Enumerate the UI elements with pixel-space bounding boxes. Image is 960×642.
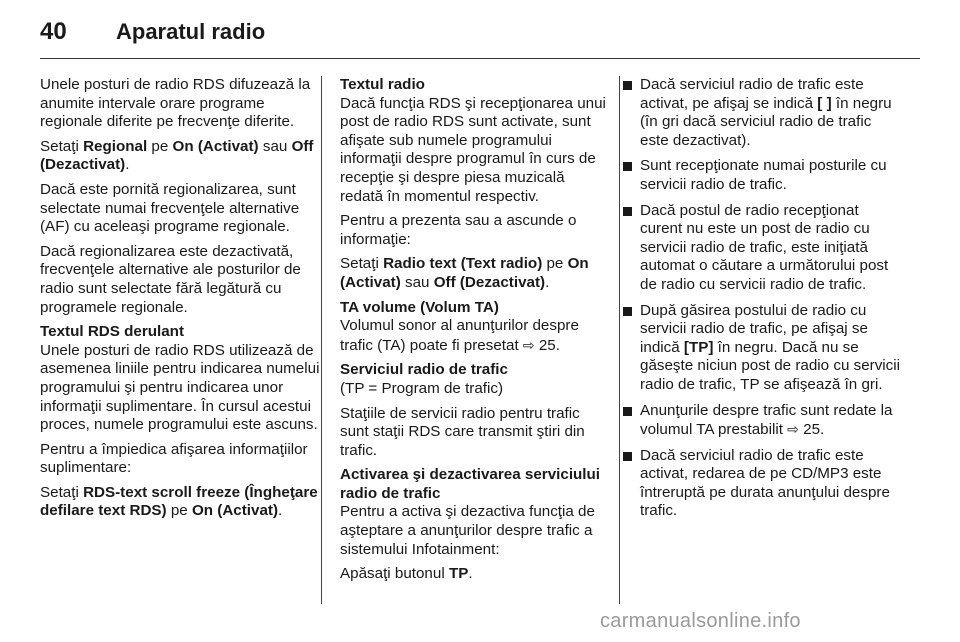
display-indicator: [ ] xyxy=(817,94,832,112)
paragraph-regional-on: Dacă este pornită regionalizarea, sunt selectate numai frecvenţele alternative (AF) cu aceleaşi programe regionale. xyxy=(40,180,300,236)
menu-term-radio-text: Radio text (Text radio) xyxy=(383,255,543,273)
list-item xyxy=(622,302,904,395)
list-item xyxy=(622,402,904,440)
text-segment: sau xyxy=(258,137,292,155)
text-segment: . xyxy=(125,156,130,174)
display-indicator-tp: [TP] xyxy=(683,338,714,356)
menu-term-on: On (Activat) xyxy=(172,137,259,155)
page-reference-arrow-icon: ⇨ xyxy=(522,336,535,353)
section-heading-activate-traffic: Activarea şi dezactivarea serviciului radio de trafic xyxy=(340,466,601,502)
text-segment: în negru. Dacă nu se găseşte niciun post de radio cu servicii radio de trafic, TP se afişează în gri. xyxy=(640,338,901,393)
list-item: Sunt recepţionate numai posturile cu servicii radio de trafic. xyxy=(622,157,904,194)
page-header xyxy=(40,18,265,50)
page-reference-arrow-icon: ⇨ xyxy=(787,421,799,438)
paragraph-ta-volume xyxy=(340,317,608,355)
paragraph-tp-definition: (TP = Program de trafic) xyxy=(340,379,504,397)
text-segment: . xyxy=(468,565,473,583)
text-segment: pe xyxy=(147,137,173,155)
paragraph-rds-scroll: Unele posturi de radio RDS utilizează de asemenea liniile pentru indicarea numelui programului şi pentru indicarea unor informaţii suplimentare. În cursul acestui proces, numele programului este ascuns. xyxy=(40,341,320,434)
paragraph-set-scroll-freeze xyxy=(40,484,324,521)
page-number: 40 xyxy=(40,18,67,45)
paragraph-regional-off: Dacă regionalizarea este dezactivată, frecvenţele alternative ale posturilor de radio sunt selectate fără legătură cu programele regionale. xyxy=(40,242,301,316)
text-segment: pe xyxy=(166,502,192,520)
traffic-bullet-list xyxy=(622,76,904,521)
paragraph-traffic-stations: Staţiile de servicii radio pentru trafic sunt staţii RDS care transmit ştiri din trafic. xyxy=(340,404,585,459)
text-segment: Dacă serviciul radio de trafic este activat, pe afişaj se indică xyxy=(640,76,864,112)
column-divider-2 xyxy=(619,76,620,604)
text-segment: Volumul sonor al anunţurilor despre trafic (TA) poate fi presetat xyxy=(340,317,579,354)
paragraph-show-hide: Pentru a prezenta sau a ascunde o informaţie: xyxy=(340,212,577,248)
list-item: Dacă serviciul radio de trafic este activat, redarea de pe CD/MP3 este întreruptă pe durata anunţului despre trafic. xyxy=(622,447,904,521)
text-segment: în negru (în gri dacă serviciul radio de trafic este dezactivat). xyxy=(640,94,892,149)
text-segment: . xyxy=(545,273,550,291)
text-segment: Anunţurile despre trafic sunt redate la volumul TA prestabilit xyxy=(640,401,893,439)
text-segment: sau xyxy=(400,273,434,291)
text-segment: Apăsaţi butonul xyxy=(340,565,449,583)
paragraph-press-tp xyxy=(340,565,608,584)
list-item: Dacă postul de radio recepţionat curent nu este un post de radio cu servicii radio de trafic, este iniţiată automat o căutare a următorului post de radio cu servicii radio de trafic. xyxy=(622,202,904,295)
text-segment: . xyxy=(278,502,283,520)
list-item xyxy=(622,76,904,150)
text-segment: Setaţi xyxy=(40,483,84,501)
section-heading-rds-scroll: Textul RDS derulant xyxy=(40,323,185,341)
text-segment: pe xyxy=(542,255,568,273)
text-segment: După găsirea postului de radio cu servicii radio de trafic, pe afişaj se indică xyxy=(640,301,868,356)
paragraph-radio-text: Dacă funcţia RDS şi recepţionarea unui post de radio RDS sunt activate, sunt afişate sub numele programului informaţii despre programul în curs de recepţie şi despre piesa muzicală redată în momentul respectiv. xyxy=(340,94,606,205)
page-reference: 25. xyxy=(798,421,825,439)
text-segment: Setaţi xyxy=(340,255,384,273)
column-3 xyxy=(622,76,904,528)
menu-term-off: Off (Dezactivat) xyxy=(433,273,546,291)
paragraph-set-radio-text xyxy=(340,255,608,292)
section-heading-traffic-service: Serviciul radio de trafic xyxy=(340,361,508,379)
column-2 xyxy=(340,76,608,590)
page-title: Aparatul radio xyxy=(116,19,266,44)
menu-term-regional: Regional xyxy=(83,137,148,155)
menu-term-on: On (Activat) xyxy=(340,255,589,291)
text-segment: Setaţi xyxy=(40,137,84,155)
menu-term-scroll-freeze: RDS-text scroll freeze (Îngheţare defilare text RDS) xyxy=(40,483,318,520)
header-rule xyxy=(40,58,920,59)
menu-term-off: Off (Dezactivat) xyxy=(40,137,314,174)
section-heading-radio-text: Textul radio xyxy=(340,76,425,93)
page-reference: 25. xyxy=(534,336,560,354)
watermark: carmanualsonline.info xyxy=(600,610,801,632)
column-1 xyxy=(40,76,324,527)
paragraph-set-regional xyxy=(40,138,324,175)
paragraph-prevent-display: Pentru a împiedica afişarea informaţiilor suplimentare: xyxy=(40,440,308,477)
menu-term-on: On (Activat) xyxy=(191,502,279,520)
button-term-tp: TP xyxy=(448,565,469,583)
paragraph-activate-traffic: Pentru a activa şi dezactiva funcţia de aşteptare a anunţurilor despre trafic a sistemului Infotainment: xyxy=(340,503,595,558)
paragraph-regional-intro: Unele posturi de radio RDS difuzează la anumite intervale orare programe regionale diferite pe frecvenţe diferite. xyxy=(40,76,311,131)
section-heading-ta-volume: TA volume (Volum TA) xyxy=(340,298,499,316)
